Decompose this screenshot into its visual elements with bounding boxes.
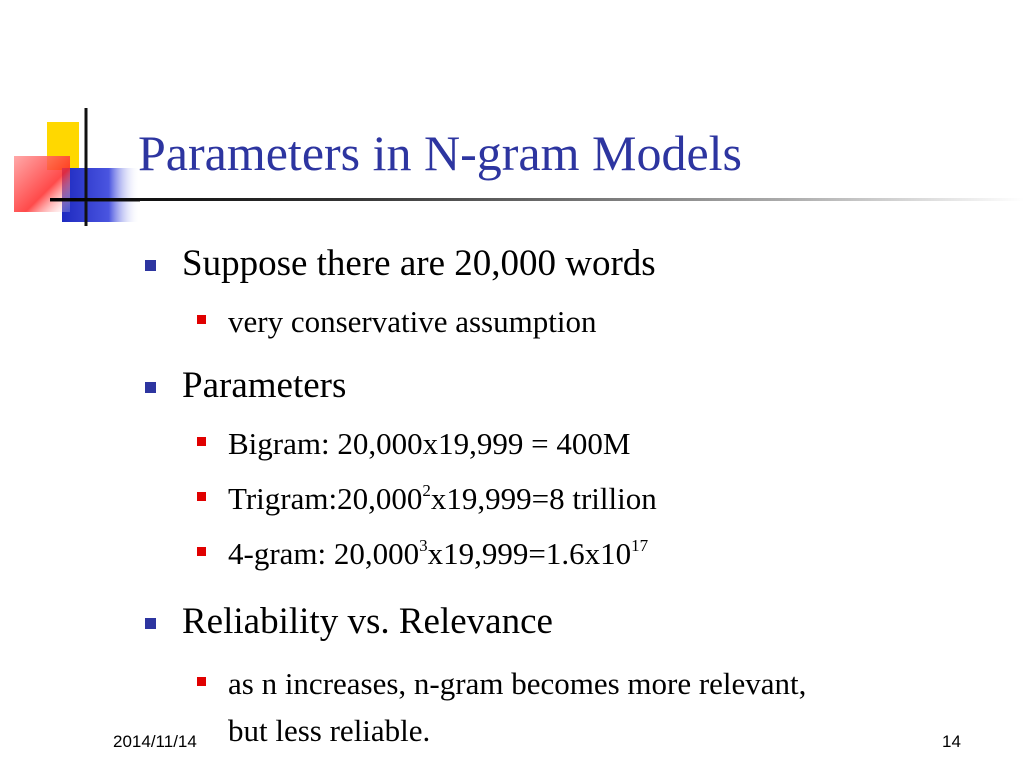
- bullet-level1: [182, 367, 346, 404]
- bullet-level2: [228, 475, 657, 523]
- bullet-level2: [228, 530, 648, 578]
- bullet-text: Reliability vs. Relevance: [182, 601, 553, 642]
- bullet-text-line1: as n increases, n-gram becomes more relevant,: [228, 666, 807, 701]
- bullet-text: $Trigram:20,000^2x19,999=8$ trillion: [228, 481, 657, 516]
- red-square-bullet-icon: [197, 677, 206, 686]
- bullet-text: 4-gram: $20,000^3x19,999=1.6x10^{17}$: [228, 536, 649, 571]
- superscript: 17: [631, 536, 649, 556]
- page-number: 14: [942, 732, 961, 751]
- footer-date: 2014/11/14: [113, 732, 197, 751]
- bullet-text: Suppose there are 20,000 words: [182, 243, 656, 284]
- red-square-bullet-icon: [197, 492, 206, 501]
- bullet-level2: [228, 660, 806, 708]
- red-square-bullet-icon: [197, 315, 206, 324]
- slide-title: Parameters in N-gram Models: [138, 125, 743, 181]
- bullet-level2: [228, 298, 596, 346]
- bullet-text-line2: but less reliable.: [228, 713, 431, 748]
- title-underline: [50, 198, 1024, 201]
- bullet-level1: [182, 603, 553, 640]
- bullet-text: very conservative assumption: [228, 304, 597, 339]
- blue-square-bullet-icon: [145, 260, 156, 271]
- blue-square-bullet-icon: [145, 618, 156, 629]
- logo-red-square: [14, 156, 70, 212]
- logo-blue-square: [62, 168, 140, 222]
- decorative-squares-logo: [0, 100, 140, 230]
- red-square-bullet-icon: [197, 437, 206, 446]
- bullet-level2: [228, 420, 630, 468]
- blue-square-bullet-icon: [145, 382, 156, 393]
- bullet-text: Bigram: 20,000x19,999 = 400M: [228, 426, 631, 461]
- superscript: 2: [422, 481, 431, 501]
- superscript: 3: [419, 536, 428, 556]
- bullet-continuation: [228, 707, 430, 755]
- red-square-bullet-icon: [197, 547, 206, 556]
- bullet-text: Parameters: [182, 365, 347, 406]
- bullet-level1: [182, 245, 656, 282]
